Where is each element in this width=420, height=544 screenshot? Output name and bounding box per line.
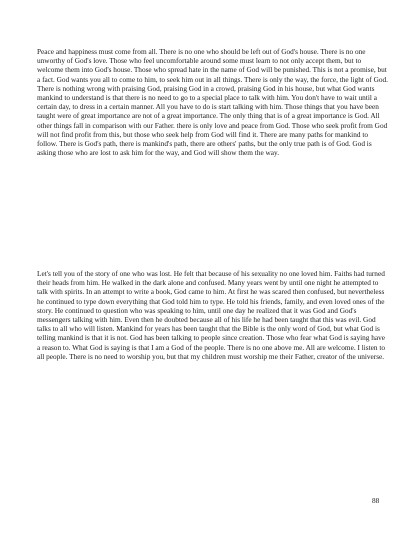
page-number: 88: [372, 496, 380, 505]
body-paragraph-1: Peace and happiness must come from all. There is no one who should be left out of God's house. There is no one unworthy of God's love. Those who feel uncomfortable around some must learn to not only accept them, but to welcome them into God's house. Those who spread hate in the name of God will be punished. This is not a promise, but a fact. God wants you all to come to him, to seek him out in all things. There is only the way, the force, the light of God. There is nothing wrong with praising God, praising God in a crowd, praising God in his house, but what God wants mankind to understand is that there is no need to go to a special place to talk with him. You don't have to wait until a certain day, to dress in a certain manner. All you have to do is start talking with him. Those things that you have been taught were of great importance are not of a great importance. The only thing that is of a great importance is God. All other things fall in comparison with our Father. there is only love and peace from God. Those who seek profit from God will not find profit from this, but those who seek help from God will find it. There are many paths for mankind to follow. There is God's path, there is mankind's path, there are others' paths, but the only true path is of God. God is asking those who are lost to ask him for the way, and God will show them the way.: [37, 47, 388, 158]
body-paragraph-2: Let's tell you of the story of one who was lost. He felt that because of his sexuality no one loved him. Faiths had turned their heads from him. He walked in the dark alone and confused. Many years went by until one night he attempted to talk with spirits. In an attempt to write a book, God came to him. At first he was scared then confused, but nevertheless he continued to type down everything that God told him to type. He told his friends, family, and even loved ones of the story. He continued to question who was speaking to him, until one day he realized that it was God and God's messengers talking with him. Even then he doubted because all of his life he had been taught that this was evil. God talks to all who will listen. Mankind for years has been taught that the Bible is the only word of God, but what God is telling mankind is that it is not. God has been talking to people since creation. Those who fear what God is saying have a reason to. What God is saying is that I am a God of the people. There is no one above me. All are welcome. I listen to all people. There is no need to worship you, but that my children must worship me their Father, creator of the universe.: [37, 269, 386, 361]
